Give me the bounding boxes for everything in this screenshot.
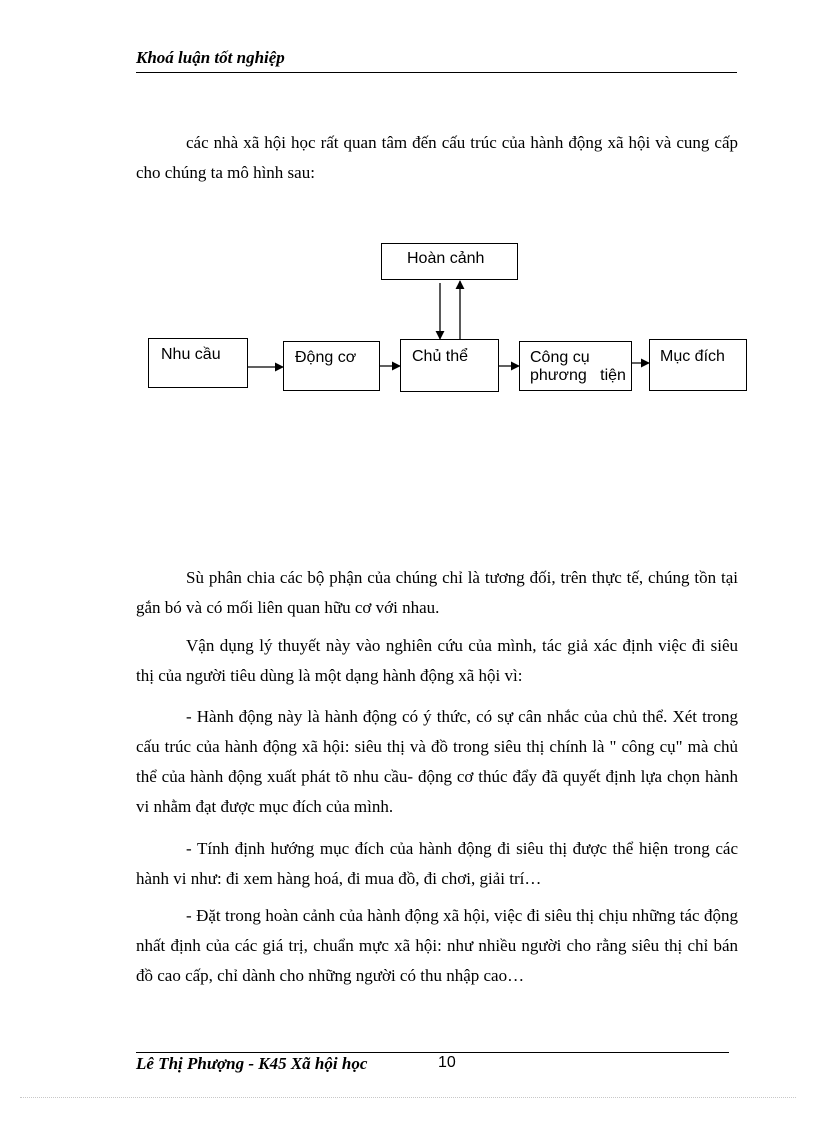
body-paragraph: - Hành động này là hành động có ý thức, có sự cân nhắc của chủ thể. Xét trong cấu trúc của hành động xã hội: siêu thị và đồ trong siêu thị chính là " công cụ" mà chủ thể của hành động xuất phát tõ nhu cầu- động cơ thúc đẩy đã quyết định lựa chọn hành vi nhằm đạt được mục đích của mình.: [136, 707, 738, 816]
subject-box: [400, 339, 499, 392]
goal-label: Mục đích: [660, 348, 725, 365]
tool-label-line2: phương tiện: [530, 367, 626, 384]
header-title: Khoá luận tốt nghiệp: [136, 48, 285, 67]
motive-label: Động cơ: [295, 349, 357, 366]
footer-author: Lê Thị Phượng - K45 Xã hội học: [136, 1054, 368, 1073]
tool-label-line1: Công cụ: [530, 349, 590, 366]
footer-divider: [136, 1052, 729, 1053]
goal-box: [649, 339, 747, 391]
body-paragraph: Sù phân chia các bộ phận của chúng chỉ là tương đối, trên thực tế, chúng tồn tại gắn bó và có mối liên quan hữu cơ với nhau.: [136, 568, 738, 617]
context-label: Hoàn cảnh: [407, 250, 485, 267]
page-number: 10: [438, 1054, 456, 1071]
subject-label: Chủ thể: [412, 348, 469, 365]
body-paragraph: Vận dụng lý thuyết này vào nghiên cứu của mình, tác giả xác định việc đi siêu thị của người tiêu dùng là một dạng hành động xã hội vì:: [136, 636, 738, 685]
context-box: [381, 243, 518, 280]
tool-box: [519, 341, 632, 391]
body-paragraph: - Tính định hướng mục đích của hành động đi siêu thị được thể hiện trong các hành vi như: đi xem hàng hoá, đi mua đồ, đi chơi, giải trí…: [136, 839, 738, 888]
body-paragraph: - Đặt trong hoàn cảnh của hành động xã hội, việc đi siêu thị chịu những tác động nhất định của các giá trị, chuẩn mực xã hội: như nhiều người cho rằng siêu thị chỉ bán đồ cao cấp, chỉ dành cho những người có thu nhập cao…: [136, 906, 738, 985]
page-edge-dots: [20, 1097, 796, 1098]
intro-paragraph: các nhà xã hội học rất quan tâm đến cấu trúc của hành động xã hội và cung cấp cho chúng ta mô hình sau:: [136, 133, 738, 182]
need-box: [148, 338, 248, 388]
motive-box: [283, 341, 380, 391]
need-label: Nhu cầu: [161, 346, 221, 363]
